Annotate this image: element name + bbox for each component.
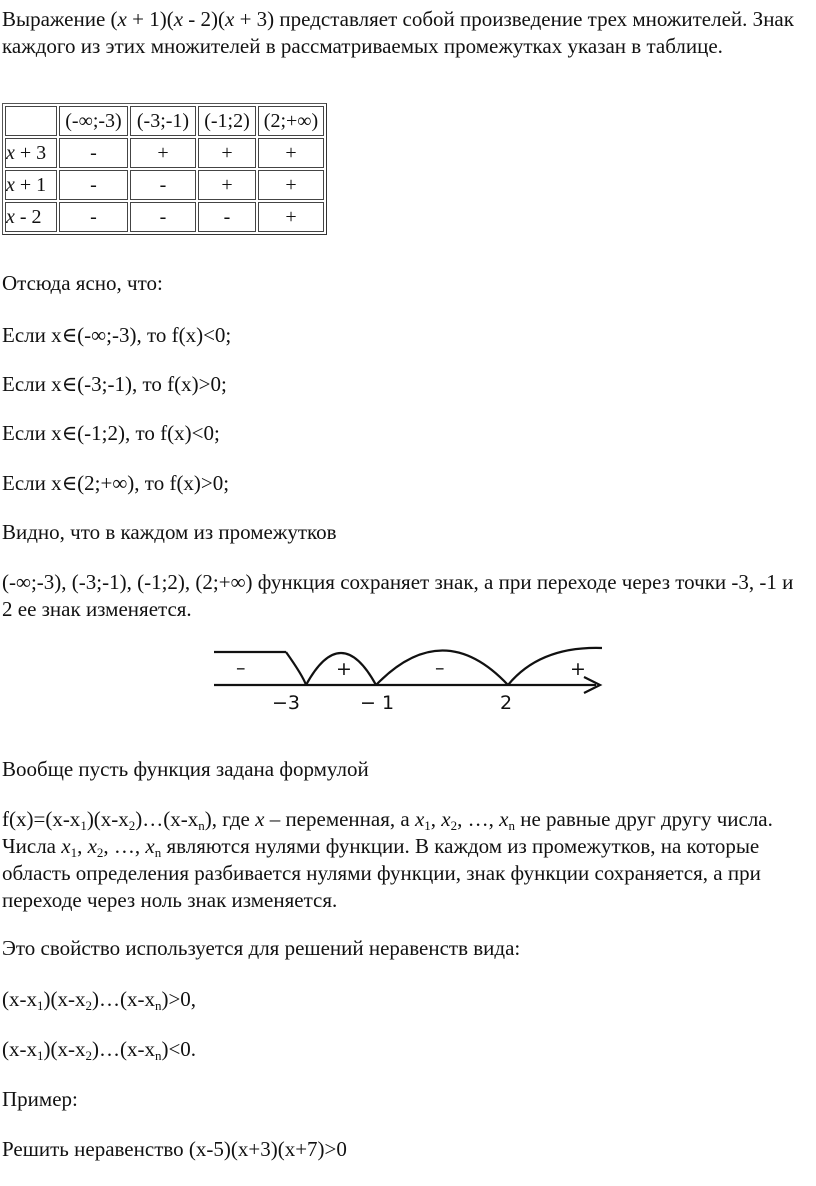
table-header-cell [5, 106, 57, 136]
table-row [5, 202, 324, 232]
table-header-cell: (-∞;-3) [59, 106, 128, 136]
number-line-diagram [200, 636, 620, 716]
point-label: −3 [272, 692, 301, 714]
general-paragraph: $f(x)=(x-x_1)(x-x_2)\dots(x-x_n)$, где x – переменная, а $x_1$, $x_2$, …, $x_n$ не равные друг другу числа. Числа $x_1$, $x_2$, …, $x_n$ являются нулями функции. В каждом из промежутков, на которые область определения разбивается нулями функции, знак функции сохраняется, а при переходе через ноль знак изменяется. [2, 807, 773, 912]
table-header-row [5, 106, 324, 136]
point-label: − 1 [360, 692, 395, 714]
sign-cell: - [59, 170, 128, 200]
case-line-1: Если x∈(-∞;-3), то f(x)<0; [2, 323, 232, 347]
point-label: 2 [500, 692, 513, 714]
property-text: Это свойство используется для решений неравенств вида: [2, 936, 521, 960]
inequality-gt: $(x-x_1)(x-x_2)\dots(x-x_n)>0$, [2, 987, 197, 1013]
seen-text: Видно, что в каждом из промежутков [2, 520, 337, 544]
sign-cell: - [198, 202, 256, 232]
sign-cell: + [258, 138, 324, 168]
sign-cell: - [130, 202, 196, 232]
intervals-paragraph: (-∞;-3), (-3;-1), (-1;2), (2;+∞) функция сохраняет знак, а при переходе через точки -3, -1 и 2 ее знак изменяется. [2, 570, 794, 621]
case-line-2: Если x∈(-3;-1), то f(x)>0; [2, 372, 227, 396]
sign-arc [286, 652, 306, 685]
table-header-cell: (-3;-1) [130, 106, 196, 136]
sign-table [2, 103, 327, 235]
sign-cell: - [130, 170, 196, 200]
general-intro: Вообще пусть функция задана формулой [2, 757, 369, 781]
case-line-4: Если x∈(2;+∞), то f(x)>0; [2, 471, 230, 495]
sign-cell: - [59, 138, 128, 168]
sign-minus: – [435, 657, 445, 679]
sign-cell: + [130, 138, 196, 168]
table-row [5, 138, 324, 168]
sign-plus: + [570, 658, 586, 680]
row-label: x + 3 [5, 138, 57, 168]
sign-cell: + [198, 170, 256, 200]
example-task: Решить неравенство (x-5)(x+3)(x+7)>0 [2, 1137, 347, 1161]
intro-paragraph: Выражение (x + 1)(x - 2)(x + 3) представляет собой произведение трех множителей. Знак каждого из этих множителей в рассматриваемых промежутках указан в таблице. [2, 7, 794, 58]
hence-text: Отсюда ясно, что: [2, 271, 163, 295]
sign-minus: – [236, 657, 246, 679]
sign-plus: + [336, 658, 352, 680]
inequality-lt: $(x-x_1)(x-x_2)\dots(x-x_n)<0$. [2, 1037, 197, 1063]
case-line-3: Если x∈(-1;2), то f(x)<0; [2, 421, 220, 445]
row-label: x + 1 [5, 170, 57, 200]
table-header-cell: (-1;2) [198, 106, 256, 136]
sign-cell: + [258, 170, 324, 200]
sign-cell: + [198, 138, 256, 168]
row-label: x - 2 [5, 202, 57, 232]
table-row [5, 170, 324, 200]
example-label: Пример: [2, 1087, 78, 1111]
sign-cell: + [258, 202, 324, 232]
sign-cell: - [59, 202, 128, 232]
table-header-cell: (2;+∞) [258, 106, 324, 136]
